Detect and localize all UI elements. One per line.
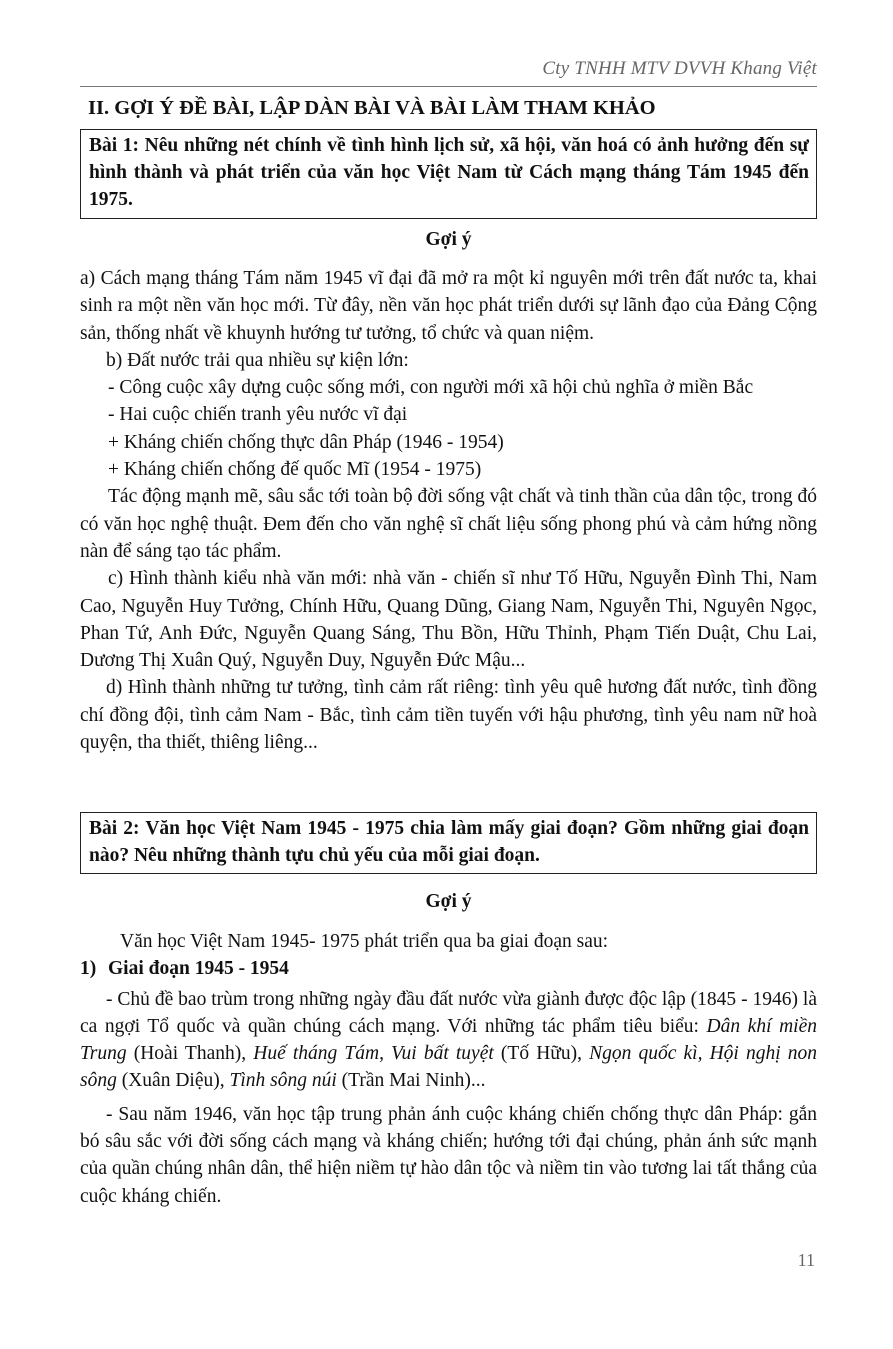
answer-1-b: b) Đất nước trải qua nhiều sự kiện lớn:	[106, 349, 409, 371]
answer-1-b5: Tác động mạnh mẽ, sâu sắc tới toàn bộ đời sống vật chất và tinh thần của dân tộc, trong đó có văn học nghệ thuật. Đem đến cho văn nghệ sĩ chất liệu sống phong phú và cảm hứng nồng nàn để sáng tạo tác phẩm.	[80, 486, 817, 562]
question-2-text: Văn học Việt Nam 1945 - 1975 chia làm mấy giai đoạn? Gồm những giai đoạn nào? Nêu những thành tựu chủ yếu của mỗi giai đoạn.	[89, 818, 810, 866]
question-2-label: Bài 2:	[89, 818, 140, 839]
question-box-1	[80, 129, 817, 219]
answer-1-d: d) Hình thành những tư tưởng, tình cảm rất riêng: tình yêu quê hương đất nước, tình đồng chí đồng đội, tình cảm Nam - Bắc, tình cảm tiền tuyến với hậu phương, tình yêu nam nữ hoà quyện, tha thiết, thiêng liêng...	[80, 677, 817, 754]
question-1-text: Nêu những nét chính về tình hình lịch sử, xã hội, văn hoá có ảnh hưởng đến sự hình thành và phát triển của văn học Việt Nam từ Cách mạng tháng Tám 1945 đến 1975.	[89, 135, 810, 210]
work-title: Huế tháng Tám, Vui bất tuyệt	[253, 1043, 494, 1065]
answer-2	[80, 928, 817, 1210]
author-text: (Hoài Thanh),	[126, 1043, 254, 1065]
answer-1-c: c) Hình thành kiểu nhà văn mới: nhà văn - chiến sĩ như Tố Hữu, Nguyễn Đình Thi, Nam Cao, Nguyễn Huy Tưởng, Chính Hữu, Quang Dũng, Giang Nam, Nguyễn Thi, Nguyên Ngọc, Phan Tứ, Anh Đức, Nguyễn Quang Sáng, Thu Bồn, Hữu Thỉnh, Phạm Tiến Duật, Chu Lai, Dương Thị Xuân Quý, Nguyễn Duy, Nguyễn Đức Mậu...	[80, 568, 817, 672]
answer-2-p1	[80, 986, 817, 1095]
page-number: 11	[797, 1250, 815, 1270]
stage-heading-1-number: 1)	[80, 958, 97, 980]
answer-2-p2: - Sau năm 1946, văn học tập trung phản ánh cuộc kháng chiến chống thực dân Pháp: gắn bó sâu sắc với đời sống cách mạng và kháng chiến; hướng tới đại chúng, phản ánh sức mạnh của quần chúng nhân dân, thể hiện niềm tự hào dân tộc và niềm tin vào tương lai tất thắng của cuộc kháng chiến.	[80, 1103, 817, 1207]
answer-1-b2: - Hai cuộc chiến tranh yêu nước vĩ đại	[108, 404, 408, 426]
answer-2-p1-text: - Chủ đề bao trùm trong những ngày đầu đất nước vừa giành được độc lập (1845 - 1946) là ca ngợi Tổ quốc và quần chúng cách mạng. Với những tác phẩm tiêu biểu:	[80, 988, 817, 1037]
answer-2-intro: Văn học Việt Nam 1945- 1975 phát triển qua ba giai đoạn sau:	[120, 931, 609, 952]
hint-heading-1: Gợi ý	[425, 229, 472, 250]
header-divider	[80, 86, 817, 87]
work-title: Dân khí miền Trung	[80, 1015, 817, 1065]
work-title: Tình sông núi	[229, 1070, 337, 1092]
section-title: II. GỢI Ý ĐỀ BÀI, LẬP DÀN BÀI VÀ BÀI LÀM THAM KHẢO	[88, 97, 656, 119]
answer-1-b4: + Kháng chiến chống đế quốc Mĩ (1954 - 1975)	[108, 459, 482, 481]
hint-heading-2: Gợi ý	[425, 891, 472, 912]
stage-heading-1-text: Giai đoạn 1945 - 1954	[108, 958, 289, 980]
question-1-label: Bài 1:	[89, 135, 140, 156]
publisher-header: Cty TNHH MTV DVVH Khang Việt	[542, 58, 817, 79]
question-box-2	[80, 812, 817, 874]
work-title: Ngọn quốc kì, Hội nghị non sông	[80, 1043, 818, 1092]
author-text: (Tố Hữu),	[493, 1043, 590, 1065]
author-text: (Trần Mai Ninh)...	[336, 1070, 486, 1092]
answer-1-b3: + Kháng chiến chống thực dân Pháp (1946 - 1954)	[108, 431, 504, 453]
author-text: (Xuân Diệu),	[116, 1070, 230, 1092]
answer-1	[80, 265, 817, 756]
answer-1-a: a) Cách mạng tháng Tám năm 1945 vĩ đại đã mở ra một kỉ nguyên mới trên đất nước ta, khai sinh ra một nền văn học mới. Từ đây, nền văn học phát triển dưới sự lãnh đạo của Đảng Cộng sản, thống nhất về khuynh hướng tư tưởng, tổ chức và quan niệm.	[80, 268, 817, 344]
answer-1-b1: - Công cuộc xây dựng cuộc sống mới, con người mới xã hội chủ nghĩa ở miền Bắc	[108, 377, 754, 399]
stage-heading-1	[80, 955, 817, 982]
